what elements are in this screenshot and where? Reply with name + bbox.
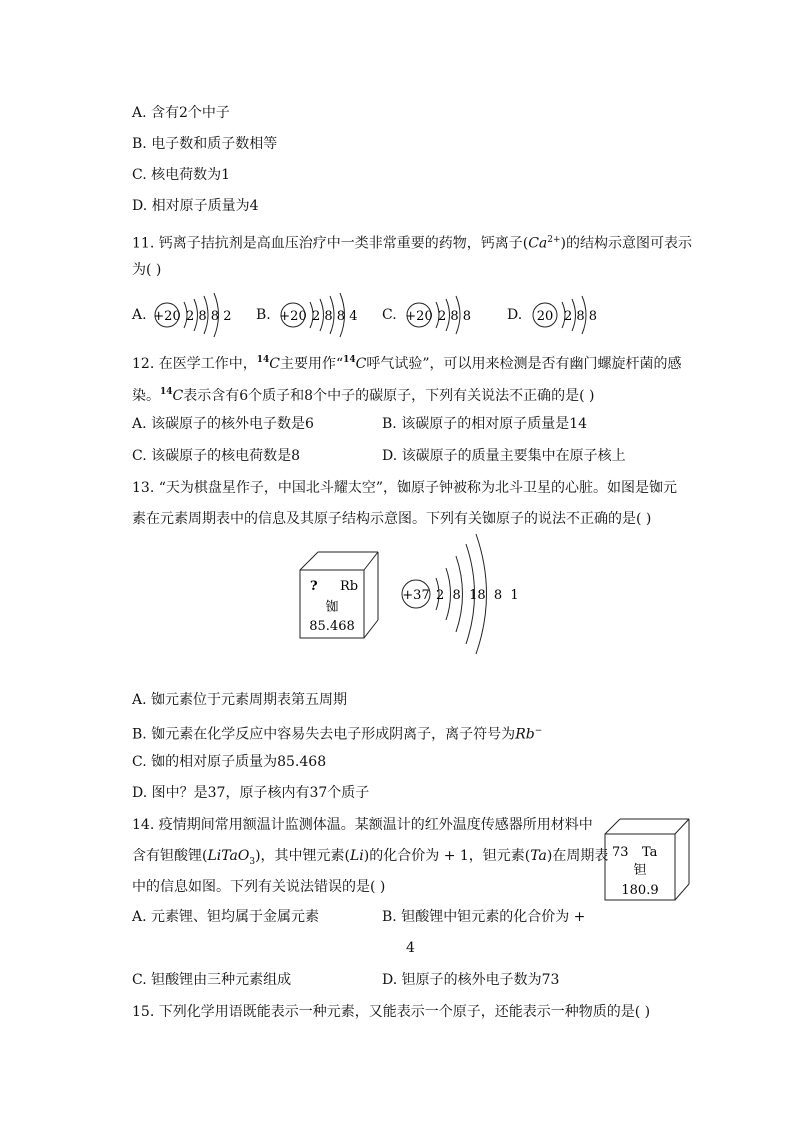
q10-option-a: A. 含有2个中子 — [132, 105, 230, 121]
svg-text:+20: +20 — [279, 309, 307, 324]
q13-option-d: D. 图中？是37，原子核内有37个质子 — [132, 785, 370, 801]
q11-option-label: A. — [132, 307, 147, 323]
q14-stem-line2: 含有钽酸锂(LiTaO$_3$)，其中锂元素(Li)的化合价为 + 1，钽元素(Ta)在周期表 — [132, 848, 609, 867]
svg-text:73: 73 — [612, 845, 629, 860]
q11-diagram-c — [404, 290, 484, 340]
svg-text:?: ? — [310, 579, 318, 594]
q13-option-c: C. 铷的相对原子质量为85.468 — [132, 754, 327, 770]
q14-option-b-cont: 4 — [406, 940, 415, 956]
svg-text:铷: 铷 — [325, 600, 339, 615]
q14-option-a: A. 元素锂、钽均属于金属元素 — [132, 909, 320, 925]
q10-option-c: C. 核电荷数为1 — [132, 167, 231, 183]
q12-stem: 12. 在医学工作中，$^{14}$C主要用作“$^{14}$C呼气试验”，可以用来检测是否有幽门螺旋杆菌的感 — [132, 355, 682, 372]
svg-text:180.9: 180.9 — [621, 883, 659, 898]
ta-periodic-cell — [602, 816, 692, 904]
q14-option-b: B. 钽酸锂中钽元素的化合价为 + — [382, 909, 586, 925]
q12-option-b: B. 该碳原子的相对原子质量是14 — [382, 416, 588, 432]
q10-option-b: B. 电子数和质子数相等 — [132, 136, 278, 152]
q11-diagram-a — [152, 290, 238, 340]
svg-text:20: 20 — [536, 309, 554, 324]
svg-text:2 8 8 2: 2 8 8 2 — [186, 309, 232, 324]
q12-option-d: D. 该碳原子的质量主要集中在原子核上 — [382, 448, 626, 464]
svg-text:2 8 8 4: 2 8 8 4 — [312, 309, 358, 324]
q10-option-d: D. 相对原子质量为4 — [132, 198, 259, 214]
rb-atom-structure — [398, 530, 519, 658]
q11-option-label: C. — [382, 307, 397, 323]
q14-option-d: D. 钽原子的核外电子数为73 — [382, 972, 560, 988]
q11-diagram-b — [278, 290, 368, 340]
q11-diagram-d — [530, 290, 610, 340]
q11-stem-line2: 为( ) — [132, 262, 162, 278]
q13-option-b: B. 铷元素在化学反应中容易失去电子形成阴离子，离子符号为Rb− — [132, 726, 543, 743]
q14-stem-line3: 中的信息如图。下列有关说法错误的是( ) — [132, 879, 386, 895]
svg-text:2 8 8: 2 8 8 — [564, 309, 598, 324]
rb-periodic-cell — [296, 548, 382, 642]
q11-option-label: B. — [256, 307, 271, 323]
q13-stem-line2: 素在元素周期表中的信息及其原子结构示意图。下列有关铷原子的说法不正确的是( ) — [132, 511, 652, 527]
svg-text:2 8 8: 2 8 8 — [438, 309, 472, 324]
q14-stem: 14. 疫情期间常用额温计监测体温。某额温计的红外温度传感器所用材料中 — [132, 817, 593, 833]
q12-option-c: C. 该碳原子的核电荷数是8 — [132, 448, 301, 464]
q11-stem: 11. 钙离子拮抗剂是高血压治疗中一类非常重要的药物，钙离子$(Ca^{2+})$的结构示意图可表示 — [132, 235, 692, 252]
svg-text:+37: +37 — [402, 588, 430, 603]
q11-option-label: D. — [507, 307, 523, 323]
q12-option-a: A. 该碳原子的核外电子数是6 — [132, 416, 314, 432]
svg-text:85.468: 85.468 — [309, 619, 355, 634]
q12-stem-line2: 染。$^{14}$C表示含有6个质子和8个中子的碳原子，下列有关说法不正确的是( ) — [132, 387, 595, 404]
svg-text:+20: +20 — [153, 309, 181, 324]
svg-text:Rb: Rb — [340, 579, 359, 594]
svg-text:Ta: Ta — [642, 845, 658, 860]
svg-text:2 8 18 8 1: 2 8 18 8 1 — [436, 588, 519, 603]
svg-text:钽: 钽 — [633, 863, 647, 878]
q15-stem: 15. 下列化学用语既能表示一种元素，又能表示一个原子，还能表示一种物质的是( ) — [132, 1004, 651, 1020]
q14-option-c: C. 钽酸锂由三种元素组成 — [132, 972, 292, 988]
q13-option-a: A. 铷元素位于元素周期表第五周期 — [132, 692, 348, 708]
q13-stem: 13. “天为棋盘星作子，中国北斗耀太空”，铷原子钟被称为北斗卫星的心脏。如图是铷元 — [132, 480, 678, 496]
svg-text:+20: +20 — [405, 309, 433, 324]
